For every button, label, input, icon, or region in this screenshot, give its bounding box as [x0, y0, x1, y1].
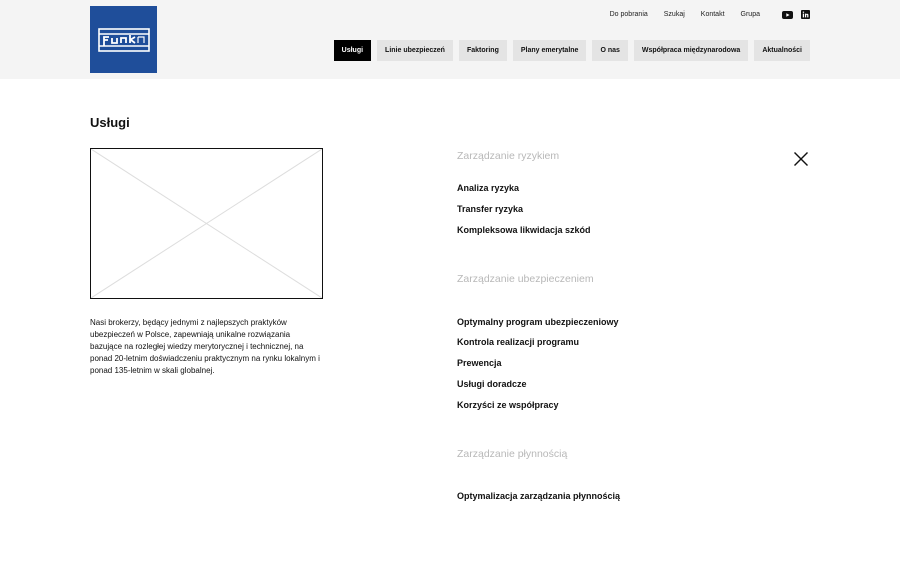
page-title: Usługi — [90, 115, 130, 130]
menu-link-optymalizacja-plynnosci[interactable]: Optymalizacja zarządzania płynnością — [457, 491, 621, 501]
menu-link-prewencja[interactable]: Prewencja — [457, 358, 502, 368]
nav-item-o-nas[interactable]: O nas — [592, 40, 627, 61]
nav-item-wspolpraca[interactable]: Współpraca międzynarodowa — [634, 40, 748, 61]
menu-link-uslugi-doradcze[interactable]: Usługi doradcze — [457, 379, 527, 389]
logo-mark — [98, 25, 150, 55]
section-heading-liquidity: Zarządzanie płynnością — [457, 448, 568, 460]
nav-item-faktoring[interactable]: Faktoring — [459, 40, 507, 61]
site-header — [0, 0, 900, 79]
youtube-icon[interactable] — [782, 6, 793, 24]
util-link-contact[interactable]: Kontakt — [700, 11, 725, 18]
main-nav — [328, 40, 810, 61]
nav-item-uslugi[interactable]: Usługi — [334, 40, 371, 61]
menu-link-likwidacja-szkod[interactable]: Kompleksowa likwidacja szkód — [457, 225, 591, 235]
nav-item-linie-ubezpieczen[interactable]: Linie ubezpieczeń — [377, 40, 453, 61]
social-links — [774, 6, 810, 24]
menu-link-korzysci[interactable]: Korzyści ze współpracy — [457, 400, 559, 410]
menu-link-kontrola-realizacji[interactable]: Kontrola realizacji programu — [457, 337, 580, 347]
section-heading-risk: Zarządzanie ryzykiem — [457, 150, 560, 162]
util-link-group[interactable]: Grupa — [740, 11, 760, 18]
image-placeholder — [90, 148, 323, 299]
util-link-search[interactable]: Szukaj — [663, 11, 685, 18]
section-heading-insurance: Zarządzanie ubezpieczeniem — [457, 273, 594, 285]
nav-item-aktualnosci[interactable]: Aktualności — [754, 40, 810, 61]
linkedin-icon[interactable] — [801, 6, 810, 24]
menu-link-optymalny-program[interactable]: Optymalny program ubezpieczeniowy — [457, 317, 619, 327]
menu-link-analiza-ryzyka[interactable]: Analiza ryzyka — [457, 183, 520, 193]
funk-logo[interactable] — [90, 6, 157, 73]
nav-item-plany-emerytalne[interactable]: Plany emerytalne — [513, 40, 587, 61]
close-icon[interactable] — [793, 151, 809, 167]
util-link-downloads[interactable]: Do pobrania — [609, 11, 648, 18]
utility-nav — [610, 10, 810, 20]
menu-link-transfer-ryzyka[interactable]: Transfer ryzyka — [457, 204, 524, 214]
intro-text: Nasi brokerzy, będący jednymi z najlepszych praktyków ubezpieczeń w Polsce, zapewniają unikalne rozwiązania bazujące na rozległej wiedzy merytorycznej i technicznej, na ponad 20-letnim doświadczeniu praktycznym na rynku lokalnym i ponad 135-letnim w skali globalnej. — [90, 318, 320, 375]
